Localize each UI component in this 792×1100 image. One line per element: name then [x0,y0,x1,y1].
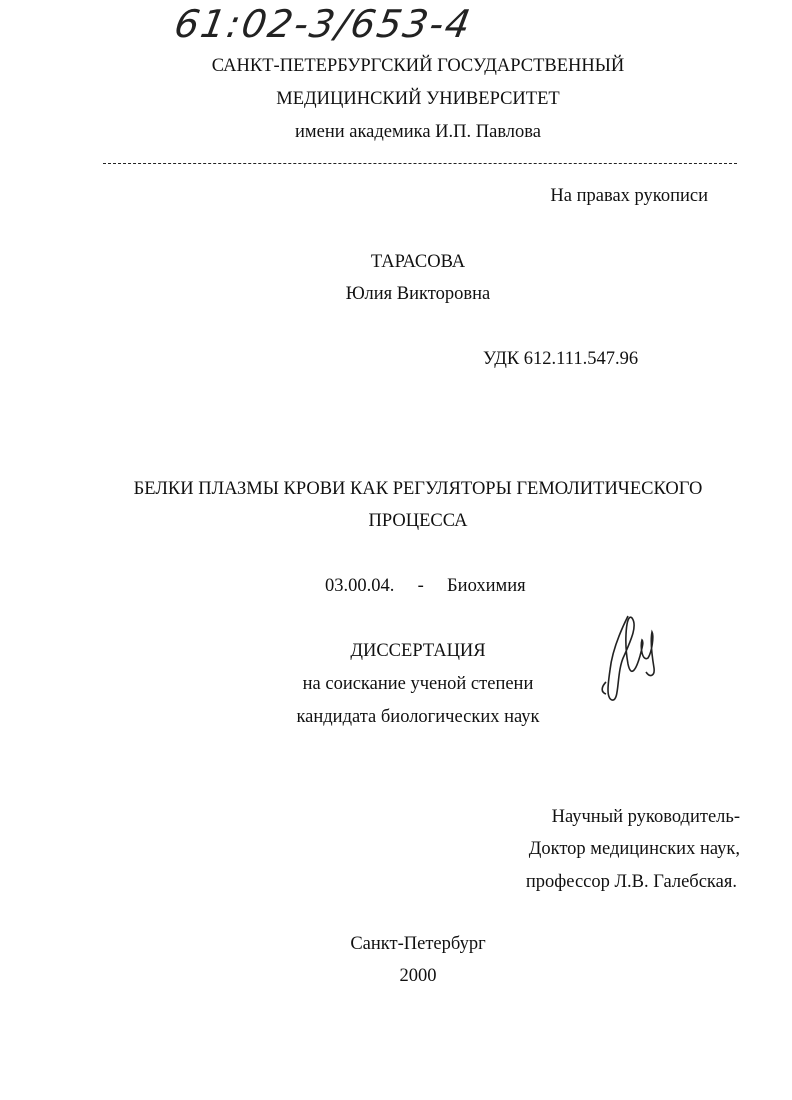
work-type-heading: ДИССЕРТАЦИЯ [350,641,486,661]
specialty-separator: - [417,576,424,596]
dissertation-title-line2: ПРОЦЕССА [368,511,468,531]
dissertation-title-line1: БЕЛКИ ПЛАЗМЫ КРОВИ КАК РЕГУЛЯТОРЫ ГЕМОЛИТИЧЕСКОГО [133,479,703,499]
university-name-line1: САНКТ-ПЕТЕРБУРГСКИЙ ГОСУДАРСТВЕННЫЙ [211,56,625,76]
author-given-names: Юлия Викторовна [345,284,491,304]
specialty [325,575,526,597]
supervisor-role: Научный руководитель- [551,807,740,827]
manuscript-note: На правах рукописи [550,186,708,206]
udc-code: УДК 612.111.547.96 [483,349,639,369]
city: Санкт-Петербург [350,934,486,954]
university-name-line2: МЕДИЦИНСКИЙ УНИВЕРСИТЕТ [276,89,560,109]
work-type-line2: на соискание ученой степени [302,674,534,694]
author-surname: ТАРАСОВА [370,252,466,272]
supervisor-degree: Доктор медицинских наук, [528,839,740,859]
specialty-code: 03.00.04. [325,576,395,596]
supervisor-name: профессор Л.В. Галебская. [525,872,737,892]
work-type-line3: кандидата биологических наук [296,707,540,727]
university-name-line3: имени академика И.П. Павлова [295,122,541,142]
year: 2000 [399,966,437,986]
handwritten-archive-code: 61:02-3/653-4 [171,2,476,46]
dashed-divider [103,163,737,164]
signature-icon [598,612,660,704]
specialty-name: Биохимия [447,576,526,596]
